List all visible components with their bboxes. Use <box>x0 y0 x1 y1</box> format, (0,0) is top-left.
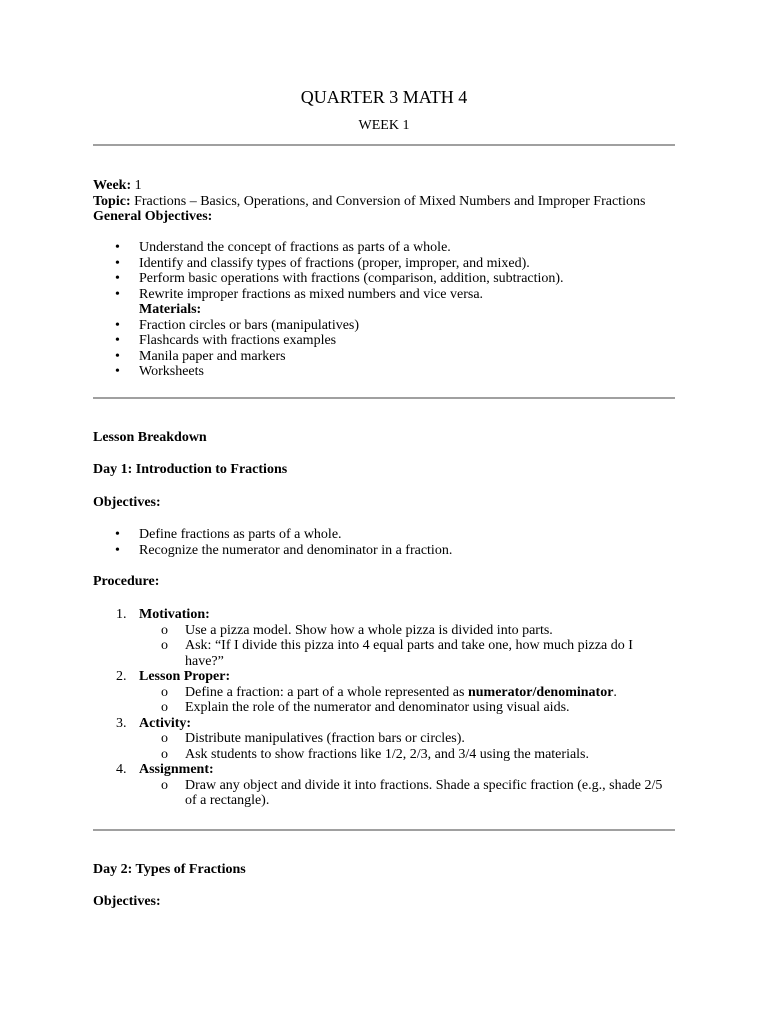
week-value: 1 <box>134 178 142 193</box>
day1-objectives-list <box>93 527 675 558</box>
list-item: • Fraction circles or bars (manipulatives) <box>115 317 360 333</box>
document-title: QUARTER 3 MATH 4 <box>300 87 468 107</box>
list-item: o Draw any object and divide it into fractions. Shade a specific fraction (e.g., shade 2/5 of a rectangle). <box>161 777 663 808</box>
document-subtitle: WEEK 1 <box>358 118 410 133</box>
list-item: • Rewrite improper fractions as mixed numbers and vice versa. <box>115 286 484 302</box>
list-item: • Recognize the numerator and denominator in a fraction. <box>115 542 453 558</box>
procedure-step: 3. Activity: o Distribute manipulatives (fraction bars or circles). o Ask students to show fractions like 1/2, 2/3, and 3/4 using the materials. <box>93 716 675 763</box>
procedure-step: 2. Lesson Proper: o Define a fraction: a part of a whole represented as numerator/denominator. o Explain the role of the numerator and denominator using visual aids. <box>93 669 675 716</box>
topic-label: Topic: <box>93 193 131 209</box>
list-item: • Identify and classify types of fractions (proper, improper, and mixed). <box>115 255 530 271</box>
day2-objectives-label: Objectives: <box>93 894 161 909</box>
list-item: o Use a pizza model. Show how a whole pizza is divided into parts. <box>161 622 553 638</box>
procedure-label: Procedure: <box>93 574 160 589</box>
topic-line <box>93 194 675 210</box>
list-item: • Flashcards with fractions examples <box>115 333 337 348</box>
day1-objectives-label: Objectives: <box>93 495 161 510</box>
day1-heading: Day 1: Introduction to Fractions <box>93 462 288 477</box>
procedure-step: 4. Assignment: o Draw any object and divide it into fractions. Shade a specific fraction (e.g., shade 2/5 of a rectangle). <box>93 762 675 809</box>
horizontal-rule <box>93 829 675 831</box>
list-item: • Understand the concept of fractions as parts of a whole. <box>115 240 451 255</box>
general-objectives-list <box>93 240 675 380</box>
topic-value: Fractions – Basics, Operations, and Conversion of Mixed Numbers and Improper Fractions <box>134 193 646 209</box>
list-item: o Explain the role of the numerator and denominator using visual aids. <box>161 700 570 715</box>
procedure-list <box>93 607 675 809</box>
list-item: • Define fractions as parts of a whole. <box>115 527 342 542</box>
day2-heading: Day 2: Types of Fractions <box>93 862 246 877</box>
materials-label: Materials: <box>139 302 202 317</box>
list-item: • Worksheets <box>115 364 204 379</box>
list-item: o Ask students to show fractions like 1/2, 2/3, and 3/4 using the materials. <box>161 746 590 762</box>
list-item: o Define a fraction: a part of a whole represented as numerator/denominator. <box>161 684 617 700</box>
horizontal-rule <box>93 144 675 146</box>
lesson-breakdown-heading: Lesson Breakdown <box>93 430 207 445</box>
week-label: Week: <box>93 178 132 193</box>
list-item: • Perform basic operations with fractions (comparison, addition, subtraction). <box>115 271 564 286</box>
procedure-step: 1. Motivation: o Use a pizza model. Show how a whole pizza is divided into parts. o Ask: “If I divide this pizza into 4 equal parts and take one, how much pizza do I have?” <box>93 607 675 669</box>
week-line <box>93 178 675 194</box>
list-item: • Manila paper and markers <box>115 348 286 364</box>
list-item: o Ask: “If I divide this pizza into 4 equal parts and take one, how much pizza do I have?” <box>161 638 633 669</box>
general-objectives-label: General Objectives: <box>93 209 213 224</box>
lesson-info <box>93 178 675 225</box>
list-item: o Distribute manipulatives (fraction bars or circles). <box>161 731 465 746</box>
horizontal-rule <box>93 397 675 399</box>
